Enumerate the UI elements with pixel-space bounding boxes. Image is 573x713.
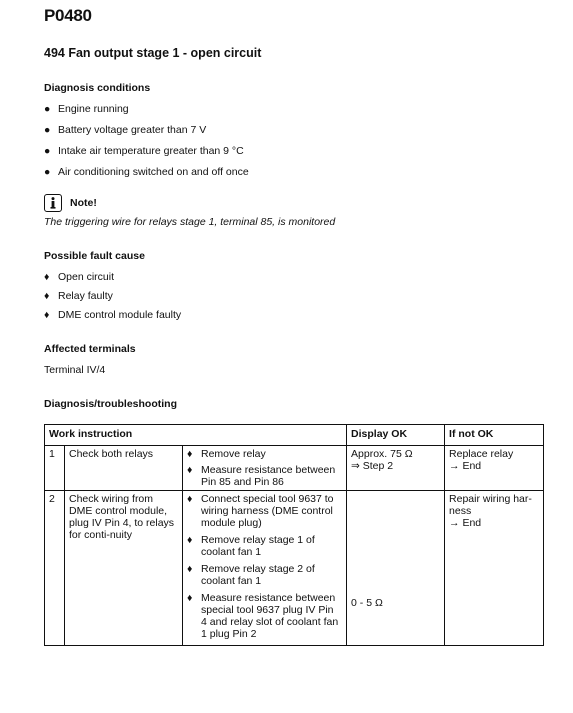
col-header-display-ok: Display OK — [347, 425, 445, 446]
col-header-work-instruction: Work instruction — [45, 425, 347, 446]
display-ok-cell: Approx. 75 Ω ⇒ Step 2 — [347, 446, 445, 491]
instruction-cell: Check both relays — [65, 446, 183, 491]
diamond-bullet-icon: ♦ — [187, 493, 193, 505]
display-ok-cell: 0 - 5 Ω — [347, 491, 445, 646]
fault-cause-list — [44, 271, 544, 322]
affected-terminals-heading: Affected terminals — [44, 343, 136, 355]
if-not-ok-cell: Repair wiring har-ness → End — [445, 491, 544, 646]
bullet-dot-icon: ● — [44, 145, 51, 157]
steps-cell — [183, 446, 347, 491]
list-item: ♦ Connect special tool 9637 to wiring harness (DME control module plug) — [187, 493, 334, 529]
info-icon — [44, 194, 62, 212]
list-item: ● Intake air temperature greater than 9 °C — [44, 145, 244, 157]
fault-code: P0480 — [44, 6, 92, 25]
table-row — [45, 446, 544, 491]
steps-cell — [183, 491, 347, 646]
list-item: ♦ Remove relay — [187, 448, 266, 460]
fault-cause-heading: Possible fault cause — [44, 250, 145, 262]
diamond-bullet-icon: ♦ — [187, 592, 193, 604]
diamond-bullet-icon: ♦ — [187, 563, 193, 575]
diamond-bullet-icon: ♦ — [44, 309, 50, 321]
note-header — [44, 194, 544, 212]
list-item: ♦ Measure resistance between special tool 9637 plug IV Pin 4 and relay slot of coolant fan 1 plug Pin 2 — [187, 592, 339, 640]
diamond-bullet-icon: ♦ — [187, 464, 193, 476]
list-item: ● Battery voltage greater than 7 V — [44, 124, 207, 136]
list-item: ♦ Relay faulty — [44, 290, 113, 302]
troubleshooting-table — [44, 424, 544, 646]
affected-terminals-value: Terminal IV/4 — [44, 364, 106, 376]
bullet-dot-icon: ● — [44, 166, 51, 178]
diamond-bullet-icon: ♦ — [187, 534, 193, 546]
fault-title: 494 Fan output stage 1 - open circuit — [44, 46, 262, 60]
table-row — [45, 491, 544, 646]
next-step-link: ⇒ Step 2 — [351, 460, 394, 472]
list-item: ♦ Remove relay stage 2 of coolant fan 1 — [187, 563, 315, 587]
col-header-if-not-ok: If not OK — [445, 425, 544, 446]
if-not-ok-cell: Replace relay → End — [445, 446, 544, 491]
list-item: ♦ Measure resistance between Pin 85 and Pin 86 — [187, 464, 336, 488]
bullet-dot-icon: ● — [44, 103, 51, 115]
step-number: 2 — [45, 491, 65, 646]
list-item: ● Air conditioning switched on and off once — [44, 166, 249, 178]
list-item: ♦ Remove relay stage 1 of coolant fan 1 — [187, 534, 315, 558]
list-item: ♦ Open circuit — [44, 271, 115, 283]
instruction-cell: Check wiring from DME control module, plug IV Pin 4, to relays for conti-nuity — [65, 491, 183, 646]
diamond-bullet-icon: ♦ — [187, 448, 193, 460]
troubleshooting-heading: Diagnosis/troubleshooting — [44, 398, 177, 410]
step-number: 1 — [45, 446, 65, 491]
diamond-bullet-icon: ♦ — [44, 290, 50, 302]
bullet-dot-icon: ● — [44, 124, 51, 136]
diagnosis-conditions-heading: Diagnosis conditions — [44, 82, 151, 94]
table-header-row — [45, 425, 544, 446]
diagnosis-conditions-list — [44, 103, 544, 179]
list-item: ● Engine running — [44, 103, 129, 115]
note-text: The triggering wire for relays stage 1, terminal 85, is monitored — [44, 216, 336, 228]
document-page — [44, 6, 544, 646]
note-label: Note! — [70, 196, 97, 209]
list-item: ♦ DME control module faulty — [44, 309, 182, 321]
diamond-bullet-icon: ♦ — [44, 271, 50, 283]
